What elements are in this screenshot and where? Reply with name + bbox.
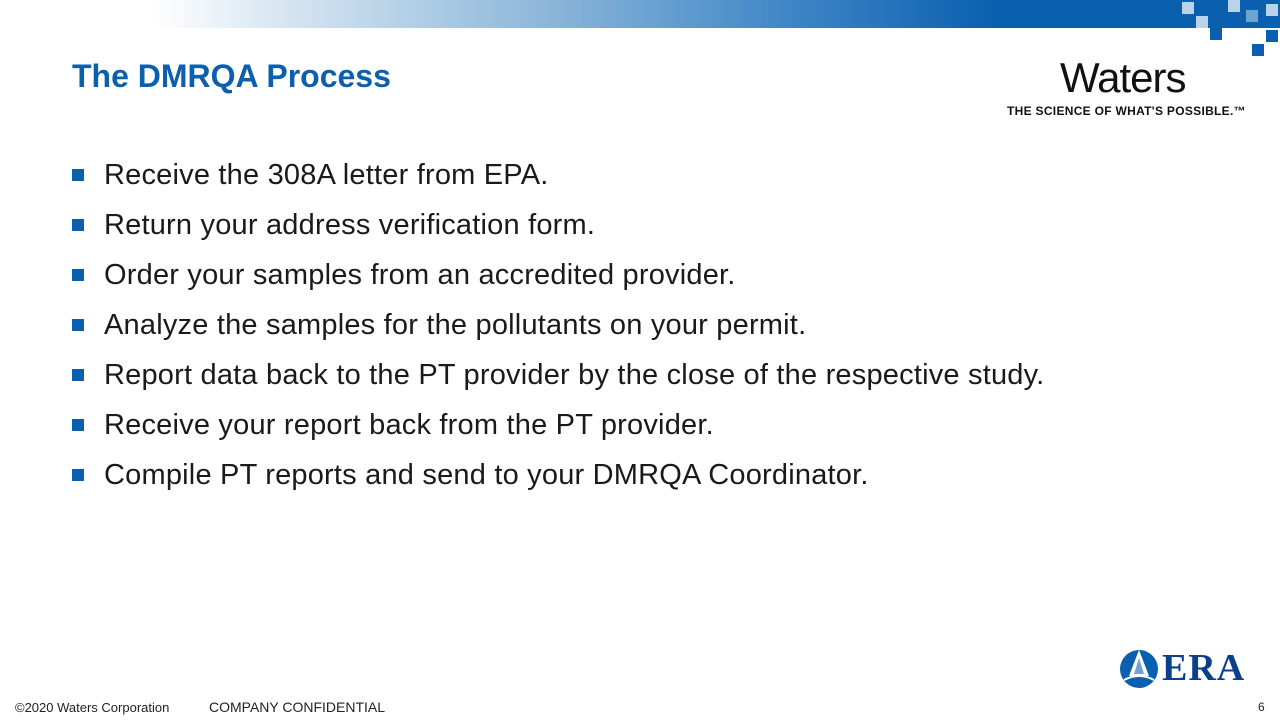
slide-title: The DMRQA Process <box>72 58 391 94</box>
square-bullet-icon <box>72 219 84 231</box>
bullet-item <box>72 250 1044 300</box>
bullet-item <box>72 400 1044 450</box>
waters-logo-word: Waters <box>1060 54 1186 101</box>
era-logo-word: ERA <box>1162 647 1246 689</box>
bullet-text: Return your address verification form. <box>104 208 596 241</box>
bullet-text: Receive your report back from the PT provider. <box>104 408 714 441</box>
square-bullet-icon <box>72 269 84 281</box>
waters-logo <box>1000 54 1262 122</box>
page-number: 6 <box>1258 700 1265 714</box>
footer-copyright: ©2020 Waters Corporation <box>15 700 170 715</box>
square-bullet-icon <box>72 369 84 381</box>
bullet-text: Compile PT reports and send to your DMRQA Coordinator. <box>104 458 869 491</box>
bullet-item <box>72 300 1044 350</box>
bullet-text: Analyze the samples for the pollutants on your permit. <box>104 308 807 341</box>
bullet-item <box>72 150 1044 200</box>
era-drop-icon <box>1118 646 1160 690</box>
bullet-item <box>72 450 1044 500</box>
square-bullet-icon <box>72 419 84 431</box>
square-bullet-icon <box>72 319 84 331</box>
bullet-text: Report data back to the PT provider by the close of the respective study. <box>104 358 1045 391</box>
footer-confidential: COMPANY CONFIDENTIAL <box>209 699 386 715</box>
bullet-text: Order your samples from an accredited provider. <box>104 258 736 291</box>
waters-logo-tagline: THE SCIENCE OF WHAT'S POSSIBLE.™ <box>1007 104 1246 118</box>
bullet-list <box>72 150 1044 500</box>
era-logo <box>1118 646 1250 690</box>
bullet-item <box>72 200 1044 250</box>
top-banner-gradient <box>0 0 1280 28</box>
bullet-text: Receive the 308A letter from EPA. <box>104 158 549 191</box>
square-bullet-icon <box>72 469 84 481</box>
bullet-item <box>72 350 1044 400</box>
square-bullet-icon <box>72 169 84 181</box>
